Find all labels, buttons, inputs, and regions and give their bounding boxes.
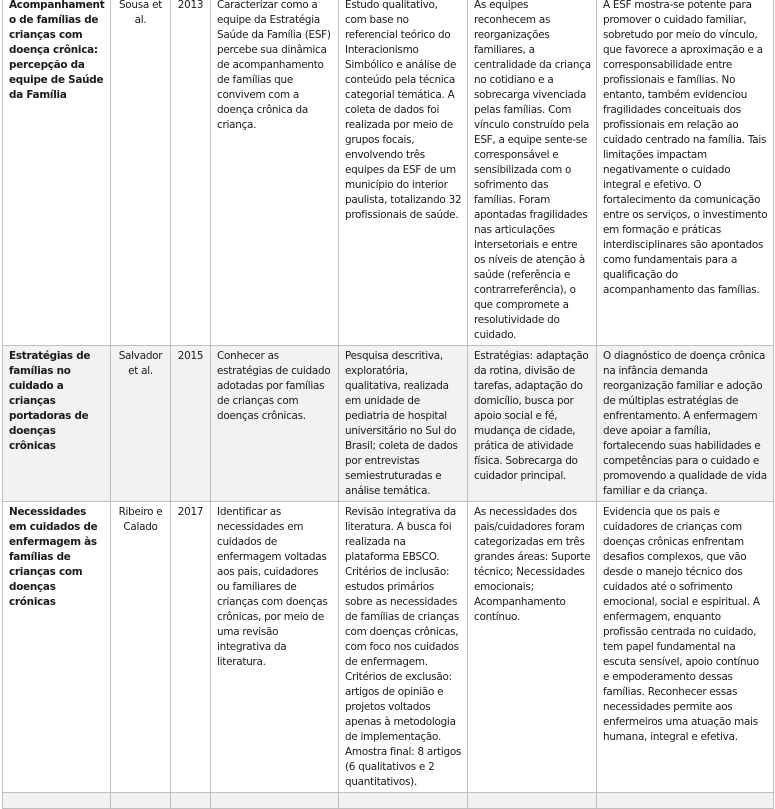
article-authors: Ribeiro e Calado <box>111 502 171 793</box>
article-year: 2013 <box>171 0 211 346</box>
article-title: Estratégias de famílias no cuidado a crianças portadoras de doenças crônicas <box>3 346 111 502</box>
article-results: As equipes reconhecem as reorganizações familiares, a centralidade da criança no cotidiano e a sobrecarga vivenciada pelas famílias. Com vínculo construído pela ESF, a equipe sente-se corresponsável e sensibilizada com o sofrimento das famílias. Foram apontadas fragilidades nas articulações intersetoriais e entre os níveis de atenção à saúde (referência e contrarreferência), o que compromete a resolutividade do cuidado. <box>468 0 597 346</box>
literature-review-table <box>2 0 774 809</box>
empty-cell <box>597 793 774 809</box>
article-title: Acompanhamento de famílias de crianças com doença crônica: percepção da equipe de Saúde da Família <box>3 0 111 346</box>
table-row-partial <box>3 793 774 809</box>
empty-cell <box>211 793 339 809</box>
empty-cell <box>468 793 597 809</box>
article-methodology: Revisão integrativa da literatura. A busca foi realizada na plataforma EBSCO. Critérios de inclusão: estudos primários sobre as necessidades de famílias de crianças com doenças crônicas, com foco nos cuidados de enfermagem. Critérios de exclusão: artigos de opinião e projetos voltados apenas à metodologia de implementação. Amostra final: 8 artigos (6 qualitativos e 2 quantitativos). <box>339 502 468 793</box>
empty-cell <box>171 793 211 809</box>
article-objective: Conhecer as estratégias de cuidado adotadas por famílias de crianças com doenças crônicas. <box>211 346 339 502</box>
article-conclusion: Evidencia que os pais e cuidadores de crianças com doenças crônicas enfrentam desafios complexos, que vão desde o manejo técnico dos cuidados até o sofrimento emocional, social e espiritual. A enfermagem, enquanto profissão centrada no cuidado, tem papel fundamental na escuta sensível, apoio contínuo e empoderamento dessas famílias. Reconhecer essas necessidades permite aos enfermeiros uma atuação mais humana, integral e efetiva. <box>597 502 774 793</box>
article-methodology: Estudo qualitativo, com base no referencial teórico do Interacionismo Simbólico e análise de conteúdo pela técnica categorial temática. A coleta de dados foi realizada por meio de grupos focais, envolvendo três equipes da ESF de um município do interior paulista, totalizando 32 profissionais de saúde. <box>339 0 468 346</box>
table-row <box>3 346 774 502</box>
article-objective: Caracterizar como a equipe da Estratégia Saúde da Família (ESF) percebe sua dinâmica de acompanhamento de famílias que convivem com a doença crônica da criança. <box>211 0 339 346</box>
article-methodology: Pesquisa descritiva, exploratória, qualitativa, realizada em unidade de pediatria de hospital universitário no Sul do Brasil; coleta de dados por entrevistas semiestruturadas e análise temática. <box>339 346 468 502</box>
article-year: 2017 <box>171 502 211 793</box>
table-row <box>3 502 774 793</box>
article-results: As necessidades dos pais/cuidadores foram categorizadas em três grandes áreas: Suporte técnico; Necessidades emocionais; Acompanhamento contínuo. <box>468 502 597 793</box>
article-objective: Identificar as necessidades em cuidados de enfermagem voltadas aos pais, cuidadores ou familiares de crianças com doenças crônicas, por meio de uma revisão integrativa da literatura. <box>211 502 339 793</box>
article-conclusion: O diagnóstico de doença crônica na infância demanda reorganização familiar e adoção de múltiplas estratégias de enfrentamento. A enfermagem deve apoiar a família, fortalecendo suas habilidades e competências para o cuidado e promovendo a qualidade de vida familiar e da criança. <box>597 346 774 502</box>
article-authors: Sousa et al. <box>111 0 171 346</box>
empty-cell <box>111 793 171 809</box>
article-year: 2015 <box>171 346 211 502</box>
article-authors: Salvador et al. <box>111 346 171 502</box>
empty-cell <box>339 793 468 809</box>
article-conclusion: A ESF mostra-se potente para promover o cuidado familiar, sobretudo por meio do vínculo, que favorece a aproximação e a corresponsabilidade entre profissionais e famílias. No entanto, também evidenciou fragilidades conceituais dos profissionais em relação ao cuidado centrado na família. Tais limitações impactam negativamente o cuidado integral e efetivo. O fortalecimento da comunicação entre os serviços, o investimento em formação e práticas interdisciplinares são apontados como fundamentais para a qualificação do acompanhamento das famílias. <box>597 0 774 346</box>
empty-cell <box>3 793 111 809</box>
article-results: Estratégias: adaptação da rotina, divisão de tarefas, adaptação do domicílio, busca por apoio social e fé, mudança de cidade, prática de atividade física. Sobrecarga do cuidador principal. <box>468 346 597 502</box>
table-row <box>3 0 774 346</box>
article-title: Necessidades em cuidados de enfermagem às famílias de crianças com doenças crónicas <box>3 502 111 793</box>
